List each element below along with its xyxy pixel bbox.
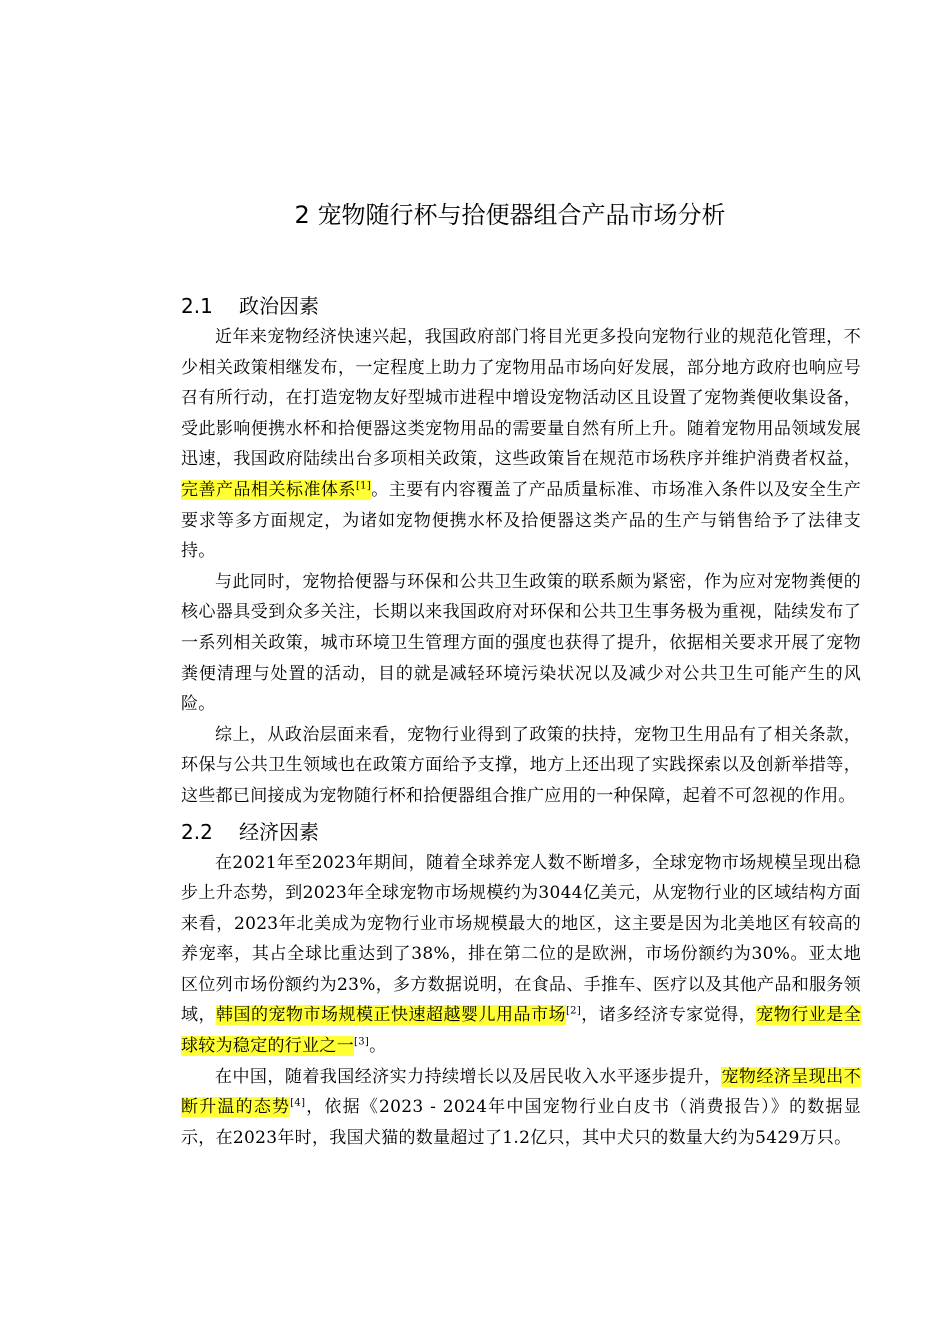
text-run: 完善产品相关标准体系 [181,479,356,500]
highlighted-text: 宠物行业是全球较为稳定的行业之一 [181,1005,861,1057]
text-run: ，依据《2023 - 2024年中国宠物行业白皮书（消费报告）》的数据显示，在2023年时，我国犬猫的数量超过了1.2亿只，其中犬只的数量大约为5429万只。 [181,1097,861,1148]
paragraph [181,848,861,1062]
section-number: 2.1 [181,294,213,318]
paragraph [181,567,861,720]
text-run: 与此同时，宠物拾便器与环保和公共卫生政策的联系颇为紧密，作为应对宠物粪便的核心器具受到众多关注，长期以来我国政府对环保和公共卫生事务极为重视，陆续发布了一系列相关政策，城市环境卫生管理方面的强度也获得了提升，依据相关要求开展了宠物粪便清理与处置的活动，目的就是减轻环境污染状况以及减少对公共卫生可能产生的风险。 [181,571,861,715]
text-run: 。 [369,1036,387,1057]
text-run: 综上，从政治层面来看，宠物行业得到了政策的扶持，宠物卫生用品有了相关条款，环保与公共卫生领域也在政策方面给予支撑，地方上还出现了实践探索以及创新举措等，这些都已间接成为宠物随行杯和拾便器组合推广应用的一种保障，起着不可忽视的作用。 [181,724,861,806]
text-run: 近年来宠物经济快速兴起，我国政府部门将目光更多投向宠物行业的规范化管理，不少相关政策相继发布，一定程度上助力了宠物用品市场向好发展，部分地方政府也响应号召有所行动，在打造宠物友好型城市进程中增设宠物活动区且设置了宠物粪便收集设备，受此影响便携水杯和拾便器这类宠物用品的需要量自然有所上升。随着宠物用品领域发展迅速，我国政府陆续出台多项相关政策，这些政策旨在规范市场秩序并维护消费者权益， [181,327,861,470]
paragraph [181,1062,861,1154]
paragraph [181,322,861,567]
citation-ref: [2] [565,1005,582,1017]
document-body [181,290,861,1153]
paragraph [181,720,861,812]
section-number: 2.2 [181,819,213,844]
text-run: 在2021年至2023年期间，随着全球养宠人数不断增多，全球宠物市场规模呈现出稳步上升态势，到2023年全球宠物市场规模约为3044亿美元，从宠物行业的区域结构方面来看，2023年北美成为宠物行业市场规模最大的地区，这主要是因为北美地区有较高的养宠率，其占全球比重达到了38%，排在第二位的是欧洲，市场份额约为30%。亚太地区位列市场份额约为23%，多方数据说明，在食品、手推车、医疗以及其他产品和服务领域， [181,852,861,1026]
citation-ref: [4] [290,1097,306,1109]
section-heading-economic [181,816,861,848]
chapter-title: 2 宠物随行杯与拾便器组合产品市场分析 [294,201,726,229]
citation-ref: [1] [355,480,372,492]
highlighted-text: 韩国的宠物市场规模正快速超越婴儿用品市场 [216,1005,566,1026]
highlighted-text [181,480,371,500]
text-run: 在中国，随着我国经济实力持续增长以及居民收入水平逐步提升， [215,1066,722,1087]
text-run: ，诸多经济专家觉得， [581,1005,757,1026]
citation-ref: [3] [354,1036,370,1048]
section-heading-political [181,290,861,322]
section-title: 经济因素 [239,819,319,844]
highlighted-text: 宠物经济呈现出不断升温的态势 [181,1066,861,1118]
section-title: 政治因素 [239,294,319,318]
text-run: 。主要有内容覆盖了产品质量标准、市场准入条件以及安全生产要求等多方面规定，为诸如宠物便携水杯及拾便器这类产品的生产与销售给予了法律支持。 [181,479,861,562]
